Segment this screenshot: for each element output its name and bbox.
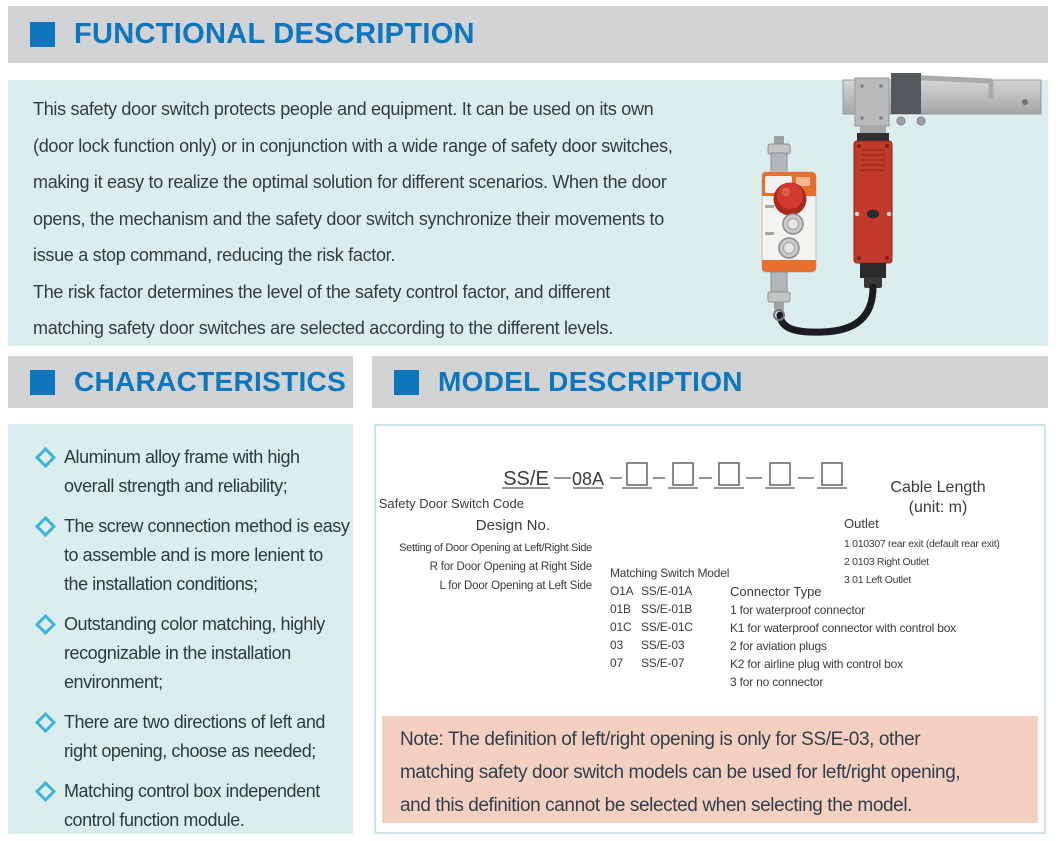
description-line: (door lock function only) or in conjunction with a wide range of safety door switches,: [33, 135, 673, 156]
note-text: [400, 723, 960, 822]
label-cable-unit: (unit: m): [908, 499, 968, 516]
matching-switch-model-list: [610, 584, 693, 670]
characteristic-item: [38, 610, 353, 697]
characteristic-line: Outstanding color matching, highly: [64, 614, 325, 634]
diamond-bullet-icon: [35, 516, 56, 537]
characteristic-line: overall strength and reliability;: [64, 476, 288, 496]
outlet-option: 1 010307 rear exit (default rear exit): [844, 538, 1000, 550]
characteristics-list: [8, 424, 353, 835]
note-line: and this definition cannot be selected when selecting the model.: [400, 795, 913, 816]
blue-square-icon: [394, 370, 419, 395]
characteristic-line: There are two directions of left and: [64, 712, 325, 732]
section-title-functional: FUNCTIONAL DESCRIPTION: [74, 18, 475, 50]
characteristic-line: environment;: [64, 672, 163, 692]
diamond-bullet-icon: [35, 447, 56, 468]
characteristics-header: [8, 356, 353, 408]
diamond-bullet-icon: [35, 712, 56, 733]
characteristic-line: recognizable in the installation: [64, 643, 291, 663]
description-line: issue a stop command, reducing the risk factor.: [33, 245, 396, 265]
functional-description-header: [8, 6, 1048, 63]
description-line: making it easy to realize the optimal solution for different scenarios. When the door: [33, 172, 667, 192]
matching-code: 03: [610, 638, 623, 652]
control-box-illustration: [762, 136, 816, 320]
label-setting-right: R for Door Opening at Right Side: [429, 561, 592, 573]
characteristic-item: [38, 512, 353, 599]
characteristic-line: control function module.: [64, 810, 245, 830]
connector-option: K1 for waterproof connector with control box: [730, 621, 956, 635]
characteristic-line: Aluminum alloy frame with high: [64, 447, 300, 467]
label-connector-type: Connector Type: [730, 584, 822, 599]
characteristic-line: The screw connection method is easy: [64, 516, 350, 536]
matching-model: SS/E-01B: [641, 602, 693, 616]
characteristics-panel: [8, 424, 353, 834]
connector-option: 1 for waterproof connector: [730, 603, 865, 617]
label-design-no: Design No.: [475, 517, 550, 534]
label-switch-code: Safety Door Switch Code: [378, 496, 524, 511]
outlet-option: 2 0103 Right Outlet: [844, 556, 929, 568]
model-code-prefix: SS/E: [503, 468, 549, 490]
matching-model: SS/E-01A: [641, 584, 693, 598]
note-line: Note: The definition of left/right opening is only for SS/E-03, other: [400, 729, 921, 750]
outlet-list: [844, 538, 1000, 586]
characteristic-item: [38, 443, 353, 501]
connector-option: K2 for airline plug with control box: [730, 657, 903, 671]
diamond-bullet-icon: [35, 781, 56, 802]
section-title-characteristics: CHARACTERISTICS: [74, 366, 347, 397]
description-line: opens, the mechanism and the safety door switch synchronize their movements to: [33, 208, 664, 229]
functional-description-text: [33, 91, 673, 347]
connector-type-list: [730, 603, 956, 689]
blue-square-icon: [30, 370, 55, 395]
label-matching-switch-model: Matching Switch Model: [610, 566, 730, 580]
product-photo-safety-door-switch: [743, 72, 1055, 346]
rail-clamp: [891, 73, 921, 114]
characteristic-item: [38, 777, 353, 835]
note-line: matching safety door switch models can be used for left/right opening,: [400, 762, 961, 783]
characteristic-line: Matching control box independent: [64, 781, 320, 801]
model-description-header: [372, 356, 1048, 408]
matching-code: 01C: [610, 620, 632, 634]
blue-square-icon: [30, 22, 55, 47]
matching-code: 01B: [610, 602, 631, 616]
label-cable-length: Cable Length: [890, 479, 986, 496]
label-outlet: Outlet: [844, 516, 879, 531]
diamond-bullet-icon: [35, 614, 56, 635]
description-line: This safety door switch protects people and equipment. It can be used on its own: [33, 99, 654, 119]
outlet-option: 3 01 Left Outlet: [844, 574, 911, 586]
connector-option: 2 for aviation plugs: [730, 639, 827, 653]
connector-option: 3 for no connector: [730, 675, 824, 689]
matching-code: 07: [610, 656, 623, 670]
matching-model: SS/E-03: [641, 638, 685, 652]
description-line: The risk factor determines the level of the safety control factor, and different: [33, 281, 610, 302]
matching-code: O1A: [610, 584, 634, 598]
connection-cable: [780, 287, 873, 332]
model-code-design-value: 08A: [571, 469, 605, 489]
matching-model: SS/E-01C: [641, 620, 693, 634]
model-code-option-boxes: [627, 463, 842, 485]
note-panel: [382, 716, 1038, 823]
characteristic-line: right opening, choose as needed;: [64, 741, 316, 761]
label-setting-left: L for Door Opening at Left Side: [439, 580, 592, 592]
characteristic-item: [38, 708, 353, 766]
characteristic-line: to assemble and is more lenient to: [64, 545, 323, 565]
model-code-diagram: [374, 430, 1046, 715]
mounting-rail-illustration: [843, 73, 1041, 134]
section-title-model: MODEL DESCRIPTION: [438, 366, 743, 397]
description-line: matching safety door switches are selected according to the different levels.: [33, 318, 613, 338]
matching-model: SS/E-07: [641, 656, 685, 670]
label-setting: Setting of Door Opening at Left/Right Side: [399, 542, 592, 554]
characteristic-line: the installation conditions;: [64, 574, 258, 594]
door-switch-illustration: [854, 133, 892, 288]
